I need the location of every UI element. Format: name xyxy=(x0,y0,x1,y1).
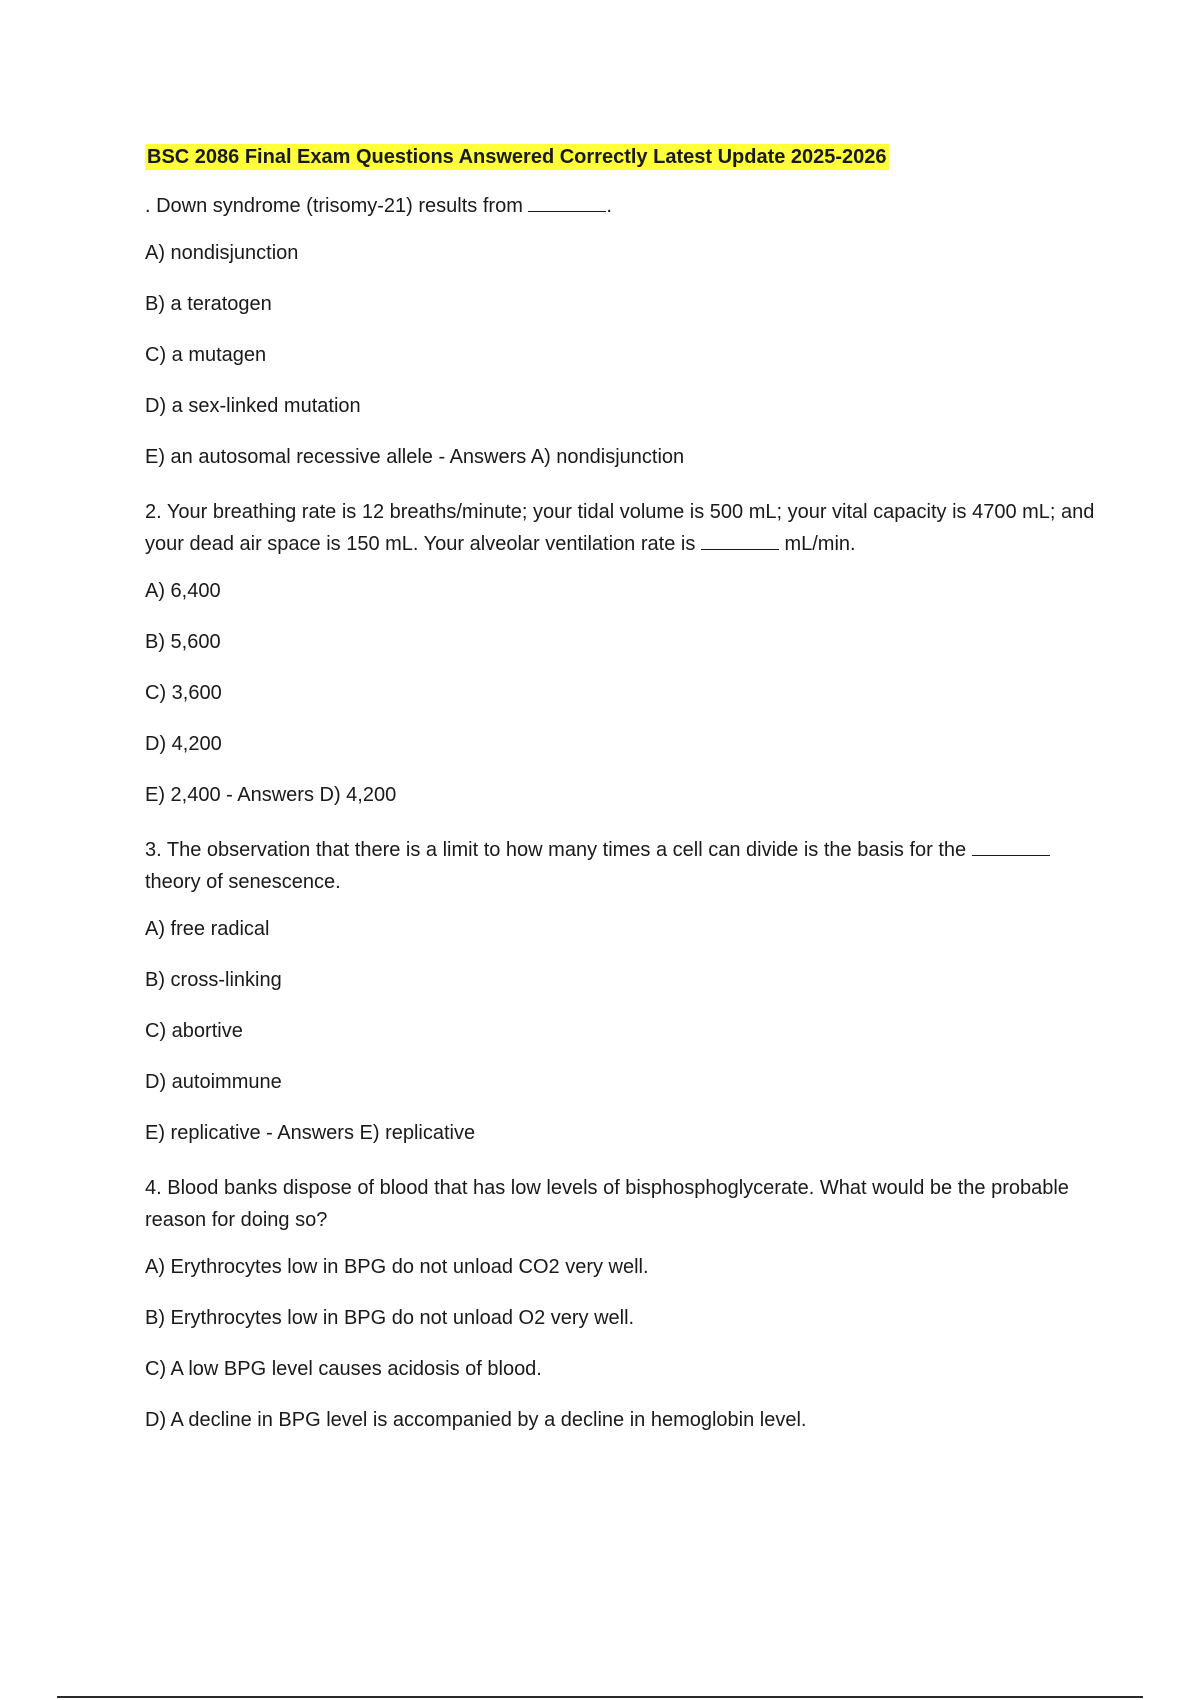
answer-blank xyxy=(972,839,1050,856)
question-prompt: 3. The observation that there is a limit to how many times a cell can divide is the basis for the theory of senescence. xyxy=(145,834,1105,898)
answer-blank xyxy=(701,533,779,550)
option-b: B) a teratogen xyxy=(145,293,272,315)
question-prompt: . Down syndrome (trisomy-21) results from . xyxy=(145,195,612,217)
option-b: B) 5,600 xyxy=(145,631,221,653)
question-4 xyxy=(145,1172,1105,1432)
option-d: D) A decline in BPG level is accompanied by a decline in hemoglobin level. xyxy=(145,1409,807,1431)
question-prompt: 2. Your breathing rate is 12 breaths/minute; your tidal volume is 500 mL; your vital capacity is 4700 mL; and your dead air space is 150 mL. Your alveolar ventilation rate is mL/min. xyxy=(145,501,1095,555)
option-c: C) A low BPG level causes acidosis of blood. xyxy=(145,1358,542,1380)
option-a: A) free radical xyxy=(145,918,270,940)
option-e-with-answer: E) replicative - Answers E) replicative xyxy=(145,1122,476,1144)
option-d: D) a sex-linked mutation xyxy=(145,395,361,417)
option-d: D) 4,200 xyxy=(145,733,222,755)
option-e-with-answer: E) 2,400 - Answers D) 4,200 xyxy=(145,784,397,806)
option-e-with-answer: E) an autosomal recessive allele - Answers A) nondisjunction xyxy=(145,446,685,468)
question-2 xyxy=(145,496,1105,807)
option-b: B) Erythrocytes low in BPG do not unload O2 very well. xyxy=(145,1307,635,1329)
option-d: D) autoimmune xyxy=(145,1071,282,1093)
footer-divider xyxy=(57,1696,1143,1698)
question-1 xyxy=(145,190,1105,469)
answer-blank xyxy=(528,195,606,212)
question-prompt: 4. Blood banks dispose of blood that has low levels of bisphosphoglycerate. What would be the probable reason for doing so? xyxy=(145,1177,1069,1231)
option-c: C) abortive xyxy=(145,1020,243,1042)
question-3 xyxy=(145,834,1105,1145)
option-c: C) a mutagen xyxy=(145,344,267,366)
option-c: C) 3,600 xyxy=(145,682,222,704)
option-a: A) nondisjunction xyxy=(145,242,299,264)
document-title: BSC 2086 Final Exam Questions Answered Correctly Latest Update 2025-2026 xyxy=(147,146,887,168)
option-b: B) cross-linking xyxy=(145,969,282,991)
option-a: A) Erythrocytes low in BPG do not unload CO2 very well. xyxy=(145,1256,649,1278)
document-page xyxy=(145,144,1105,1459)
option-a: A) 6,400 xyxy=(145,580,221,602)
